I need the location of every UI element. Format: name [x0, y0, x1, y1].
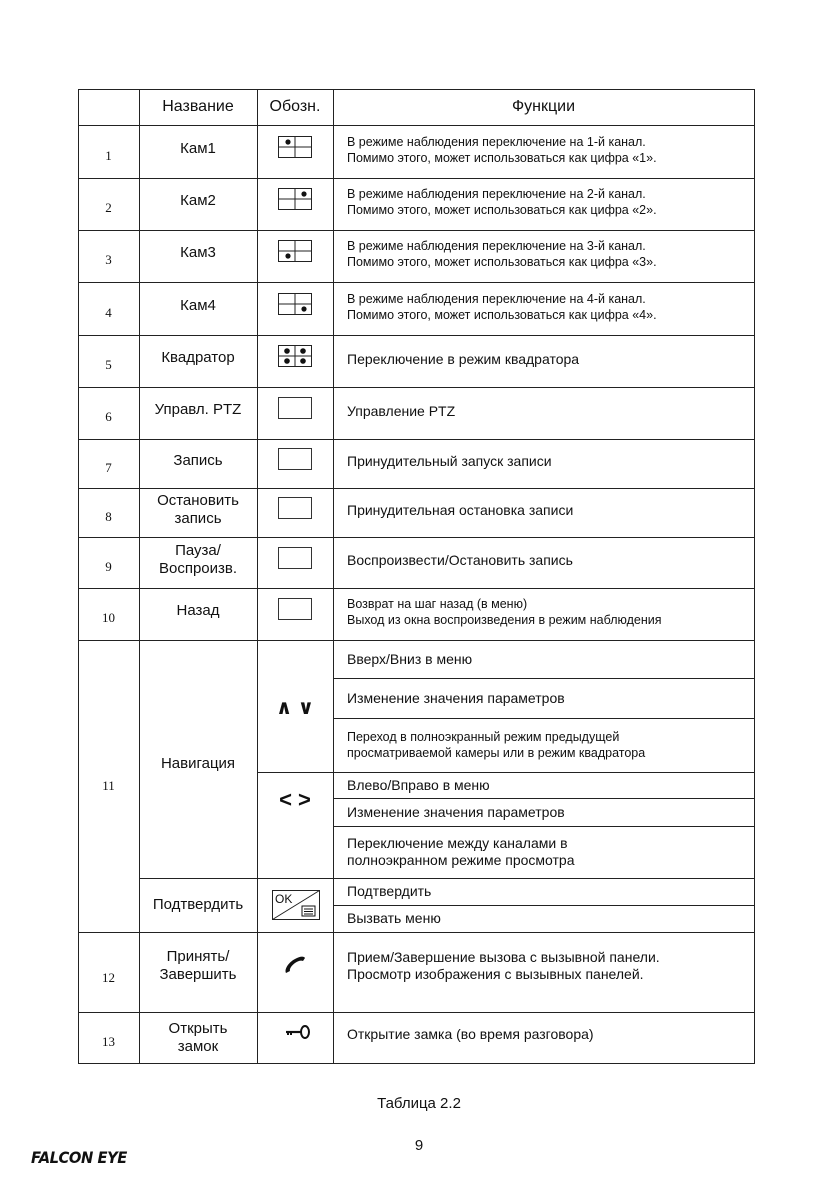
key-icon — [285, 1023, 311, 1039]
function-text — [347, 282, 750, 331]
function-line: Принудительная остановка записи — [347, 502, 574, 518]
row-name: Назад — [176, 602, 220, 619]
function-text — [347, 826, 750, 878]
function-line: Помимо этого, может использоваться как цифра «3». — [347, 255, 657, 269]
row-name-line: Воспроизв. — [158, 559, 238, 577]
function-line: В режиме наблюдения переключение на 2-й канал. — [347, 187, 646, 201]
row-name-line: Открыть — [168, 1019, 228, 1037]
table-rule — [754, 89, 755, 1063]
row-name: Кам1 — [180, 139, 216, 157]
function-line: Изменение значения параметров — [347, 689, 565, 706]
row-number: 13 — [102, 1033, 115, 1049]
row-name — [139, 1012, 257, 1063]
function-line: просматриваемой камеры или в режим квадратора — [347, 746, 646, 760]
function-text — [347, 537, 750, 584]
page-number: 9 — [414, 1137, 424, 1154]
row-number: 8 — [105, 508, 112, 524]
ok-menu-icon — [272, 890, 320, 920]
table-caption: Таблица 2.2 — [377, 1095, 461, 1112]
camera-2-icon — [278, 188, 312, 210]
function-line: Выход из окна воспроизведения в режим наблюдения — [347, 613, 662, 627]
function-line: Помимо этого, может использоваться как цифра «1». — [347, 150, 657, 165]
function-line: Переход в полноэкранный режим предыдущей — [347, 730, 620, 744]
blank-button-icon — [278, 598, 312, 620]
function-text — [347, 1012, 750, 1057]
header-functions: Функции — [511, 98, 576, 115]
function-text — [347, 718, 750, 772]
row-name-line: Остановить — [157, 491, 239, 509]
function-line: Возврат на шаг назад (в меню) — [347, 597, 528, 611]
phone-handset-icon — [283, 954, 309, 976]
function-text — [347, 178, 750, 226]
row-name-line: Принять/ — [166, 948, 230, 965]
row-number: 4 — [105, 304, 112, 320]
camera-1-icon — [278, 136, 312, 158]
row-name: Управл. PTZ — [154, 401, 242, 418]
row-name: Кам3 — [180, 244, 216, 261]
function-line: Вверх/Вниз в меню — [347, 650, 473, 667]
row-name: Кам2 — [180, 192, 216, 209]
table-rule — [78, 1063, 755, 1064]
function-text — [347, 798, 750, 826]
blank-button-icon — [278, 448, 312, 470]
function-text — [347, 488, 750, 533]
function-line: В режиме наблюдения переключение на 1-й канал. — [347, 134, 646, 149]
row-number: 1 — [105, 147, 112, 163]
function-text — [347, 640, 750, 678]
function-line: Изменение значения параметров — [347, 803, 565, 820]
table-rule — [333, 89, 334, 1063]
blank-button-icon — [278, 497, 312, 519]
row-name: Запись — [173, 451, 223, 469]
function-line: Прием/Завершение вызова с вызывной панели. — [347, 949, 660, 965]
function-text — [347, 772, 750, 798]
function-text — [347, 125, 750, 174]
function-line: Переключение в режим квадратора — [347, 350, 580, 367]
function-line: Помимо этого, может использоваться как цифра «2». — [347, 203, 657, 217]
function-text — [347, 335, 750, 383]
row-name: Квадратор — [161, 349, 235, 366]
row-name: Подтвердить — [152, 896, 244, 913]
row-name-line: Пауза/ — [175, 541, 221, 559]
function-line: Воспроизвести/Остановить запись — [347, 552, 573, 568]
function-line: Влево/Вправо в меню — [347, 776, 490, 793]
row-name — [139, 537, 257, 582]
camera-3-icon — [278, 240, 312, 262]
row-name-line: Завершить — [159, 966, 237, 983]
row-number: 10 — [102, 610, 115, 625]
function-line: Переключение между каналами в — [347, 835, 568, 851]
row-number: 7 — [105, 459, 112, 475]
function-text — [347, 387, 750, 435]
row-name-line: замок — [177, 1037, 219, 1055]
function-line: полноэкранном режиме просмотра — [347, 852, 575, 868]
ok-label: OK — [275, 892, 293, 906]
function-table — [78, 89, 754, 1064]
function-line: Подтвердить — [347, 883, 432, 899]
function-text — [347, 878, 750, 905]
function-line: Открытие замка (во время разговора) — [347, 1026, 594, 1042]
row-number: 5 — [105, 357, 112, 372]
function-text — [347, 905, 750, 932]
row-number: 3 — [105, 252, 112, 267]
row-name: Навигация — [160, 755, 236, 772]
row-name — [139, 488, 257, 531]
function-text — [347, 932, 750, 1000]
camera-4-icon — [278, 293, 312, 315]
row-number: 11 — [102, 778, 115, 793]
row-number: 2 — [105, 200, 112, 215]
function-line: В режиме наблюдения переключение на 4-й канал. — [347, 291, 646, 306]
header-name: Название — [162, 98, 234, 115]
row-number: 9 — [105, 558, 112, 574]
brand-logo: FALCON EYE — [31, 1148, 127, 1167]
blank-button-icon — [278, 397, 312, 419]
header-symbol: Обозн. — [269, 98, 321, 115]
up-down-arrows-icon: ∧ ∨ — [275, 697, 315, 719]
function-line: Просмотр изображения с вызывных панелей. — [347, 966, 644, 982]
blank-button-icon — [278, 547, 312, 569]
quad-icon — [278, 345, 312, 367]
row-name-line: запись — [174, 509, 222, 527]
function-line: Вызвать меню — [347, 910, 441, 926]
function-text — [347, 439, 750, 484]
function-text — [347, 230, 750, 278]
row-name — [139, 932, 257, 1000]
function-line: Принудительный запуск записи — [347, 453, 552, 469]
row-number: 6 — [105, 409, 112, 424]
row-number: 12 — [102, 970, 115, 985]
function-text — [347, 678, 750, 718]
function-line: В режиме наблюдения переключение на 3-й канал. — [347, 239, 646, 253]
function-text — [347, 588, 750, 636]
left-right-arrows-icon: < > — [279, 787, 311, 812]
function-line: Управление PTZ — [347, 402, 456, 419]
table-rule — [257, 89, 258, 1063]
row-name: Кам4 — [180, 296, 216, 314]
function-line: Помимо этого, может использоваться как цифра «4». — [347, 307, 657, 322]
